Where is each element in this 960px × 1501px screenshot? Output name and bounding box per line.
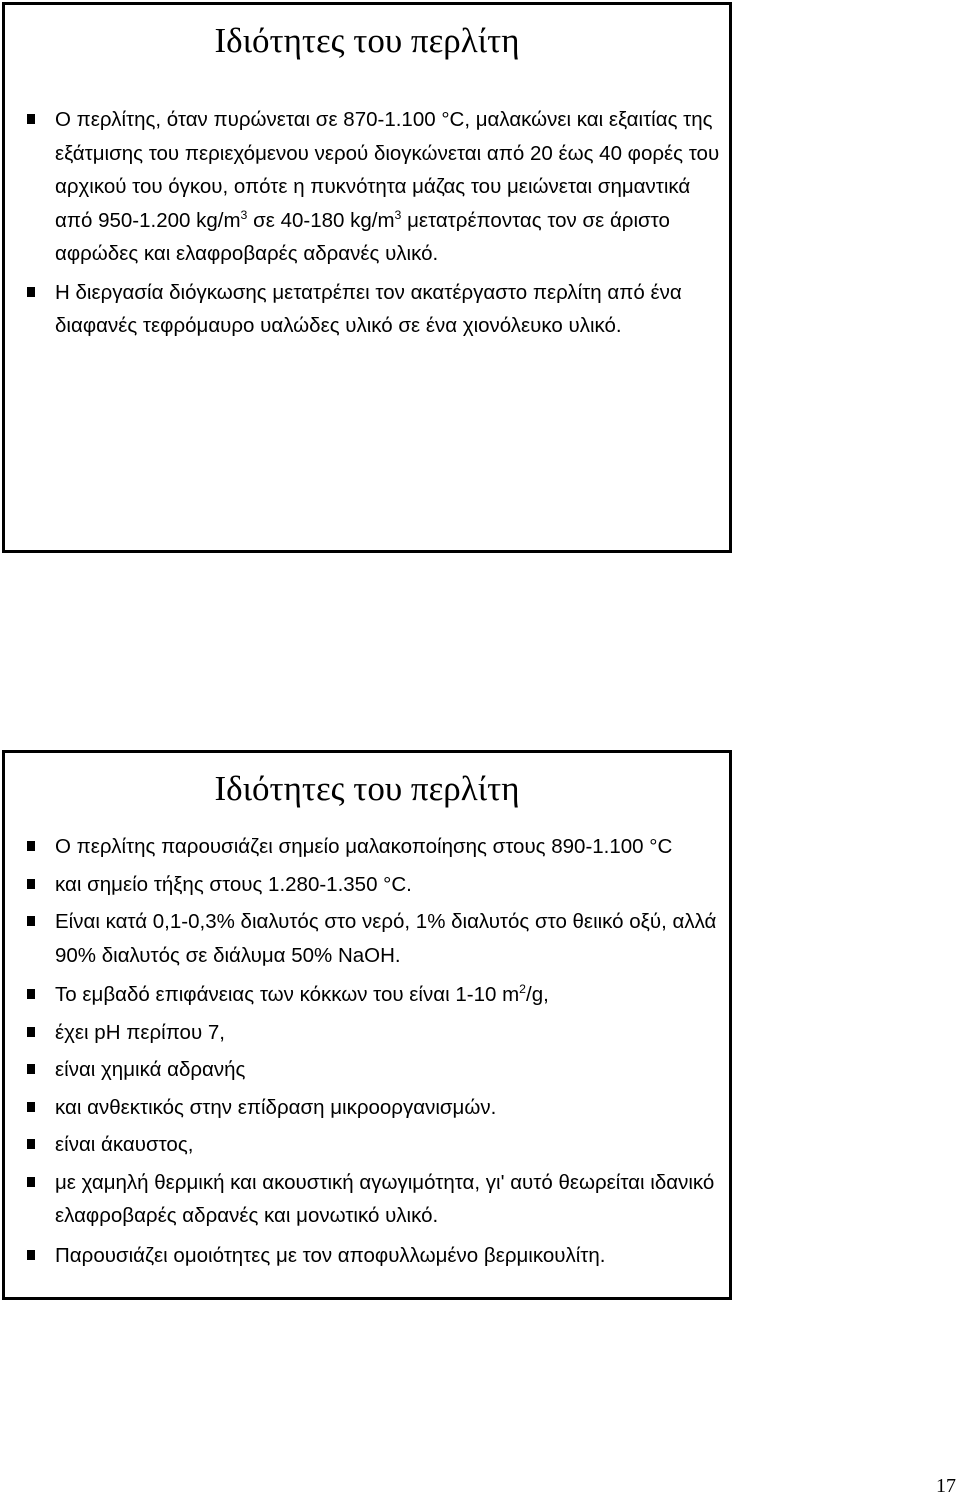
bullet-text: είναι χημικά αδρανής xyxy=(55,1058,246,1081)
square-bullet-icon xyxy=(27,879,35,889)
square-bullet-icon xyxy=(27,1250,35,1260)
square-bullet-icon xyxy=(27,989,35,999)
page-number: 17 xyxy=(936,1475,956,1497)
slide-2 xyxy=(2,750,732,1300)
square-bullet-icon xyxy=(27,1102,35,1112)
bullet-item xyxy=(27,1128,721,1162)
bullet-list xyxy=(27,830,721,1276)
bullet-text: Παρουσιάζει ομοιότητες με τον αποφυλλωμένο βερμικουλίτη. xyxy=(55,1243,606,1267)
slide-title: Ιδιότητες του περλίτη xyxy=(214,21,520,60)
bullet-list xyxy=(27,103,721,343)
bullet-item xyxy=(27,1016,721,1050)
square-bullet-icon xyxy=(27,841,35,851)
bullet-text: έχει pH περίπου 7, xyxy=(55,1020,225,1044)
bullet-item xyxy=(27,1166,721,1233)
bullet-item xyxy=(27,830,721,864)
bullet-item xyxy=(27,978,721,1012)
square-bullet-icon xyxy=(27,1177,35,1187)
square-bullet-icon xyxy=(27,916,35,926)
bullet-text: Ο περλίτης, όταν πυρώνεται σε 870-1.100 °C, μαλακώνει και εξαιτίας της εξάτμισης του περιεχόμενου νερού διογκώνεται από 20 έως 40 φορές του αρχικού του όγκου, οπότε η πυκνότητα μάζας του μειώνεται σημαντικά από 950-1.200 $kg/m^3$ σε 40-180 $kg/m^3$ μετατρέποντας τον σε άριστο αφρώδες και ελαφροβαρές αδρανές υλικό. xyxy=(55,108,720,265)
bullet-item xyxy=(27,103,721,271)
bullet-text: με χαμηλή θερμική και ακουστική αγωγιμότητα, γι' αυτό θεωρείται ιδανικό ελαφροβαρές αδρανές και μονωτικό υλικό. xyxy=(55,1170,715,1227)
slide-1 xyxy=(2,2,732,553)
bullet-text: Είναι κατά 0,1-0,3% διαλυτός στο νερό, 1% διαλυτός στο θειικό οξύ, αλλά 90% διαλυτός σε διάλυμα 50% NaOH. xyxy=(55,910,717,967)
slide-title: Ιδιότητες του περλίτη xyxy=(214,769,520,808)
bullet-item xyxy=(27,868,721,902)
square-bullet-icon xyxy=(27,1027,35,1037)
square-bullet-icon xyxy=(27,114,35,124)
bullet-text: Ο περλίτης παρουσιάζει σημείο μαλακοποίησης στους 890-1.100 °C xyxy=(55,835,673,858)
square-bullet-icon xyxy=(27,287,35,297)
bullet-text: Το εμβαδό επιφάνειας των κόκκων του είναι 1-10 $m^2/g$, xyxy=(55,982,549,1006)
bullet-item xyxy=(27,1053,721,1087)
square-bullet-icon xyxy=(27,1064,35,1074)
bullet-item xyxy=(27,276,721,343)
bullet-text: είναι άκαυστος, xyxy=(55,1133,194,1156)
bullet-text: και σημείο τήξης στους 1.280-1.350 °C. xyxy=(55,872,412,896)
bullet-text: και ανθεκτικός στην επίδραση μικροοργανισμών. xyxy=(55,1095,497,1119)
bullet-item xyxy=(27,905,721,972)
bullet-item xyxy=(27,1239,721,1273)
bullet-text: Η διεργασία διόγκωσης μετατρέπει τον ακατέργαστο περλίτη από ένα διαφανές τεφρόμαυρο υαλώδες υλικό σε ένα χιονόλευκο υλικό. xyxy=(55,280,682,337)
square-bullet-icon xyxy=(27,1139,35,1149)
bullet-item xyxy=(27,1091,721,1125)
